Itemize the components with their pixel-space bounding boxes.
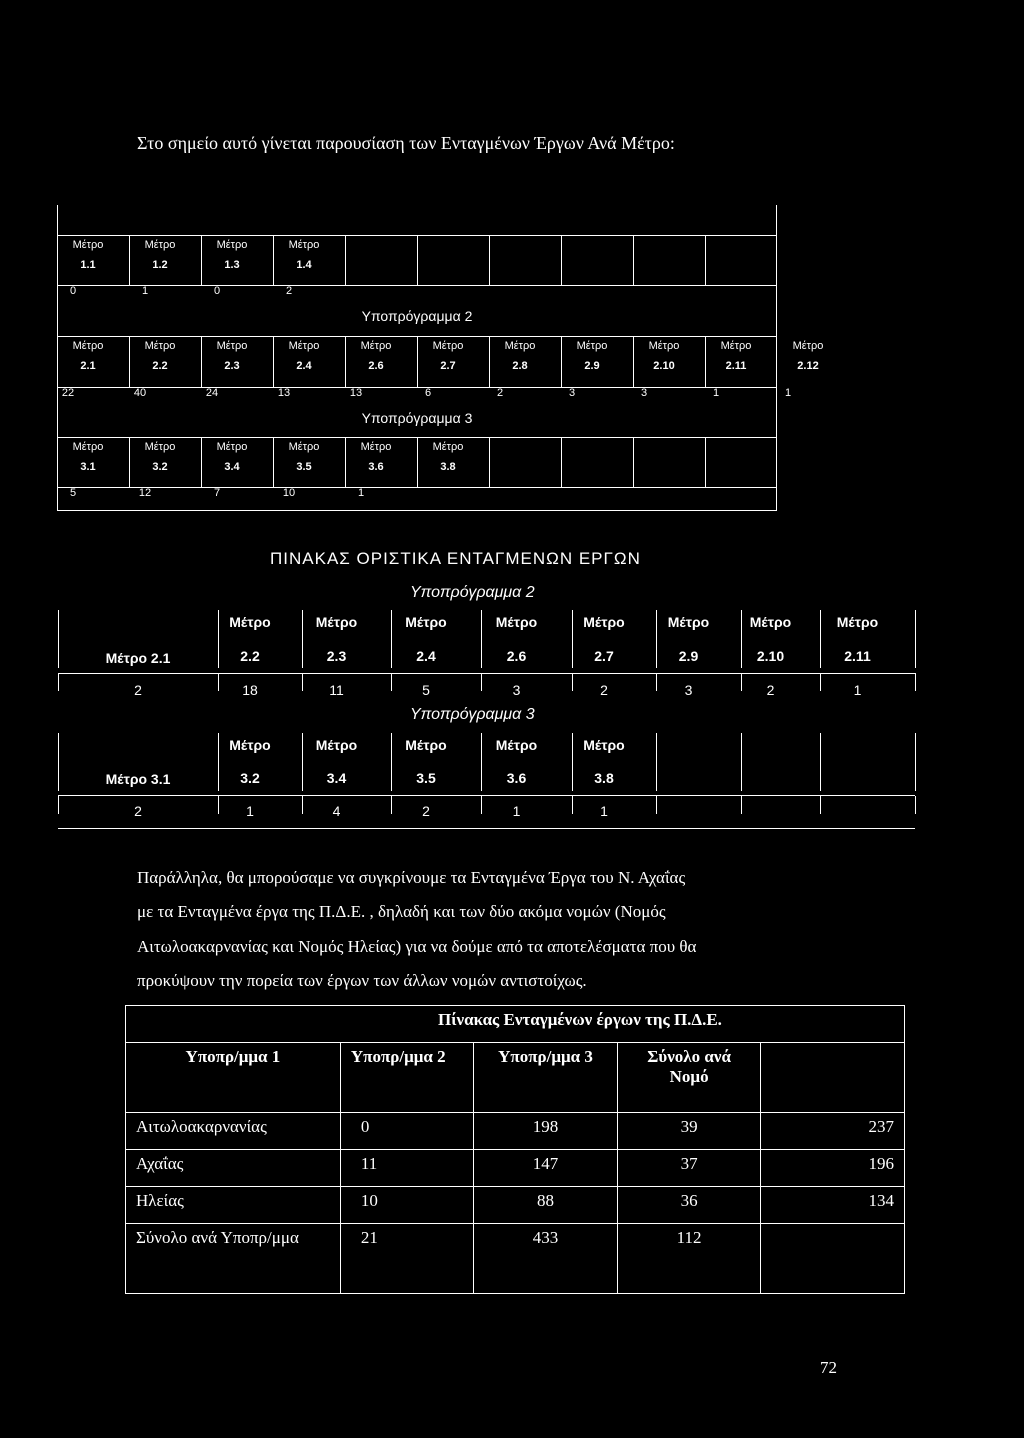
grid-line: [820, 796, 821, 814]
paragraph-line-1: Παράλληλα, θα μπορούσαμε να συγκρίνουμε τα Ενταγμένα Έργα του Ν. Αχαΐας: [137, 868, 686, 887]
measure-count-2-9: 1: [712, 387, 720, 399]
measure-header-code: 3.5: [416, 770, 436, 786]
row-label: Ηλείας: [126, 1187, 341, 1224]
row-label: Αχαΐας: [126, 1150, 341, 1187]
cell: 237: [761, 1113, 905, 1150]
cell: 433: [474, 1224, 618, 1294]
measure-header-2-6: Μέτρο 2.8: [504, 340, 536, 372]
row-label: Αιτωλοακαρνανίας: [126, 1113, 341, 1150]
measure-header-code: 3.2: [240, 770, 260, 786]
table3-header-2: Υποπρ/μμα 2: [340, 1043, 473, 1113]
measure-header-2-1: Μέτρο 2.2: [144, 340, 176, 372]
cell: [761, 1224, 905, 1294]
measure-count-2-10: 1: [784, 387, 792, 399]
table3-header-empty: [761, 1043, 905, 1113]
measure-header-label: Μέτρο: [315, 737, 358, 753]
cell: 39: [617, 1113, 761, 1150]
measure-3-1-header: Μέτρο 3.1: [105, 771, 171, 787]
measure-header-label: Μέτρο: [229, 737, 271, 753]
cell: 112: [617, 1224, 761, 1294]
measure-count-2-7: 3: [568, 387, 576, 399]
measure-count: 1: [853, 682, 862, 698]
grid-line: [915, 733, 916, 791]
measure-count: 2: [134, 803, 142, 819]
measure-count-1-0: 0: [69, 285, 77, 297]
measure-count-2-0: 22: [61, 387, 75, 399]
grid-line: [561, 235, 562, 285]
measure-count-2-6: 2: [496, 387, 504, 399]
grid-line: [561, 437, 562, 487]
grid-line: [633, 437, 634, 487]
page-heading: Στο σημείο αυτό γίνεται παρουσίαση των Ενταγμένων Έργων Ανά Μέτρο:: [137, 133, 675, 153]
measure-header-label: Μέτρο: [315, 614, 358, 630]
cell: 21: [340, 1224, 473, 1294]
measure-header-2-0: Μέτρο 2.1: [72, 340, 104, 372]
measure-count: 1: [246, 803, 254, 819]
measure-header-3-3: Μέτρο 3.5: [288, 441, 320, 473]
cell: 0: [340, 1113, 473, 1150]
page-number: 72: [820, 1358, 837, 1377]
grid-line: [915, 796, 916, 814]
table-row: [126, 1187, 905, 1224]
row-label: Σύνολο ανά Υποπρ/μμα: [126, 1224, 341, 1294]
measure-header-label: Μέτρο: [495, 737, 538, 753]
grid-line: [58, 828, 915, 829]
cell: 196: [761, 1150, 905, 1187]
cell: 37: [617, 1150, 761, 1187]
measure-header-label: Μέτρο: [405, 737, 447, 753]
measure-header-2-8: Μέτρο 2.10: [648, 340, 680, 372]
measure-header-2-9: Μέτρο 2.11: [720, 340, 752, 372]
measure-count: 18: [242, 682, 258, 698]
measure-header-3-2: Μέτρο 3.4: [216, 441, 248, 473]
measure-count: 3: [512, 682, 521, 698]
measure-header-code: 2.3: [326, 648, 347, 664]
measure-count-1-1: 1: [141, 285, 149, 297]
measure-header-1-2: Μέτρο 1.3: [216, 239, 248, 271]
measure-count-2-1: 40: [133, 387, 147, 399]
measure-header-3-1: Μέτρο 3.2: [144, 441, 176, 473]
measure-count: 2: [422, 803, 430, 819]
measure-count-3-0: 5: [69, 487, 77, 499]
measure-count: 5: [422, 682, 430, 698]
cell: 134: [761, 1187, 905, 1224]
cell: 36: [617, 1187, 761, 1224]
table3-header-1: Υποπρ/μμα 1: [126, 1043, 341, 1113]
measure-header-3-4: Μέτρο 3.6: [360, 441, 392, 473]
measure-count-2-2: 24: [205, 387, 219, 399]
grid-line: [705, 235, 706, 285]
measure-header-code: 2.6: [506, 648, 527, 664]
cell: 198: [474, 1113, 618, 1150]
grid-line: [915, 673, 916, 691]
measure-header-code: 2.11: [844, 648, 871, 664]
table2-subprogram-2-label: Υποπρόγραμμα 2: [410, 584, 535, 601]
final-projects-table-title: ΠΙΝΑΚΑΣ ΟΡΙΣΤΙΚΑ ΕΝΤΑΓΜΕΝΩΝ ΕΡΓΩΝ: [270, 549, 641, 568]
table3-header-3: Υποπρ/μμα 3: [474, 1043, 618, 1113]
table-row: [126, 1224, 905, 1294]
cell: 10: [340, 1187, 473, 1224]
measure-count: 2: [134, 682, 142, 698]
measure-header-label: Μέτρο: [583, 737, 625, 753]
measure-header-1-1: Μέτρο 1.2: [144, 239, 176, 271]
measure-header-2-10: Μέτρο 2.12: [792, 340, 824, 372]
grid-line: [417, 235, 418, 285]
measure-header-2-7: Μέτρο 2.9: [576, 340, 608, 372]
table2-subprogram-3-label: Υποπρόγραμμα 3: [410, 706, 535, 723]
grid-line: [58, 795, 915, 796]
grid-line: [58, 673, 915, 674]
grid-line: [741, 733, 742, 791]
paragraph-line-3: Αιτωλοακαρνανίας και Νομός Ηλείας) για να δούμε από τα αποτελέσματα που θα: [137, 937, 697, 956]
measure-count-3-1: 12: [138, 487, 152, 499]
measure-header-2-4: Μέτρο 2.6: [360, 340, 392, 372]
measure-header-code: 2.7: [594, 648, 614, 664]
measure-header-label: Μέτρο: [405, 614, 447, 630]
measure-count-2-5: 6: [424, 387, 432, 399]
table-row: [126, 1113, 905, 1150]
measure-header-1-3: Μέτρο 1.4: [288, 239, 320, 271]
subprogram-2-label: Υποπρόγραμμα 2: [361, 308, 473, 324]
measure-header-code: 2.9: [678, 648, 699, 664]
grid-line: [489, 235, 490, 285]
measure-count: 2: [766, 682, 775, 698]
measure-header-code: 3.6: [506, 770, 527, 786]
measure-header-2-3: Μέτρο 2.4: [288, 340, 320, 372]
measure-header-2-5: Μέτρο 2.7: [432, 340, 464, 372]
grid-line: [489, 437, 490, 487]
measure-count: 2: [600, 682, 608, 698]
measure-count-1-2: 0: [213, 285, 221, 297]
measure-header-label: Μέτρο: [836, 614, 879, 630]
grid-line: [705, 437, 706, 487]
measure-count: 1: [512, 803, 521, 819]
measure-count: 11: [329, 682, 344, 698]
measure-count: 3: [684, 682, 693, 698]
cell: 11: [340, 1150, 473, 1187]
measure-count-3-4: 1: [357, 487, 365, 499]
pde-projects-table: [125, 1005, 905, 1294]
grid-line: [656, 796, 657, 814]
measure-count: 4: [332, 803, 341, 819]
measure-header-code: 2.4: [416, 648, 436, 664]
grid-line: [656, 733, 657, 791]
grid-line: [915, 610, 916, 668]
measure-count-3-2: 7: [213, 487, 221, 499]
cell: 147: [474, 1150, 618, 1187]
measure-count-2-8: 3: [640, 387, 648, 399]
table3-title: Πίνακας Ενταγμένων έργων της Π.Δ.Ε.: [126, 1006, 905, 1043]
measure-header-code: 3.4: [326, 770, 347, 786]
measure-header-label: Μέτρο: [583, 614, 625, 630]
measure-header-code: 2.2: [240, 648, 260, 664]
measure-header-code: 3.8: [594, 770, 614, 786]
paragraph-line-2: με τα Ενταγμένα έργα της Π.Δ.Ε. , δηλαδή και των δύο ακόμα νομών (Νομός: [137, 902, 666, 921]
measure-header-label: Μέτρο: [495, 614, 538, 630]
grid-line: [820, 733, 821, 791]
measures-grid-table: [57, 205, 824, 510]
measure-count-2-4: 13: [349, 387, 363, 399]
measure-header-label: Μέτρο: [749, 614, 792, 630]
measure-count-3-3: 10: [282, 487, 296, 499]
measure-header-2-2: Μέτρο 2.3: [216, 340, 248, 372]
measure-header-code: 2.10: [756, 648, 785, 664]
measure-header-3-5: Μέτρο 3.8: [432, 441, 464, 473]
subprogram-3-label: Υποπρόγραμμα 3: [361, 410, 473, 426]
table3-header-4: Σύνολο ανά Νομό: [617, 1043, 761, 1113]
measure-count-2-3: 13: [277, 387, 291, 399]
grid-line: [57, 510, 777, 511]
measure-header-label: Μέτρο: [667, 614, 710, 630]
paragraph-line-4: προκύψουν την πορεία των έργων των άλλων νομών αντιστοίχως.: [137, 971, 587, 990]
measure-count: 1: [600, 803, 608, 819]
measure-header-1-0: Μέτρο 1.1: [72, 239, 104, 271]
grid-line: [345, 235, 346, 285]
measure-count-1-3: 2: [285, 285, 293, 297]
grid-line: [741, 796, 742, 814]
grid-line: [633, 235, 634, 285]
measure-header-label: Μέτρο: [229, 614, 271, 630]
measure-header-3-0: Μέτρο 3.1: [72, 441, 104, 473]
table-row: [126, 1150, 905, 1187]
measure-2-1-header: Μέτρο 2.1: [105, 650, 171, 666]
cell: 88: [474, 1187, 618, 1224]
